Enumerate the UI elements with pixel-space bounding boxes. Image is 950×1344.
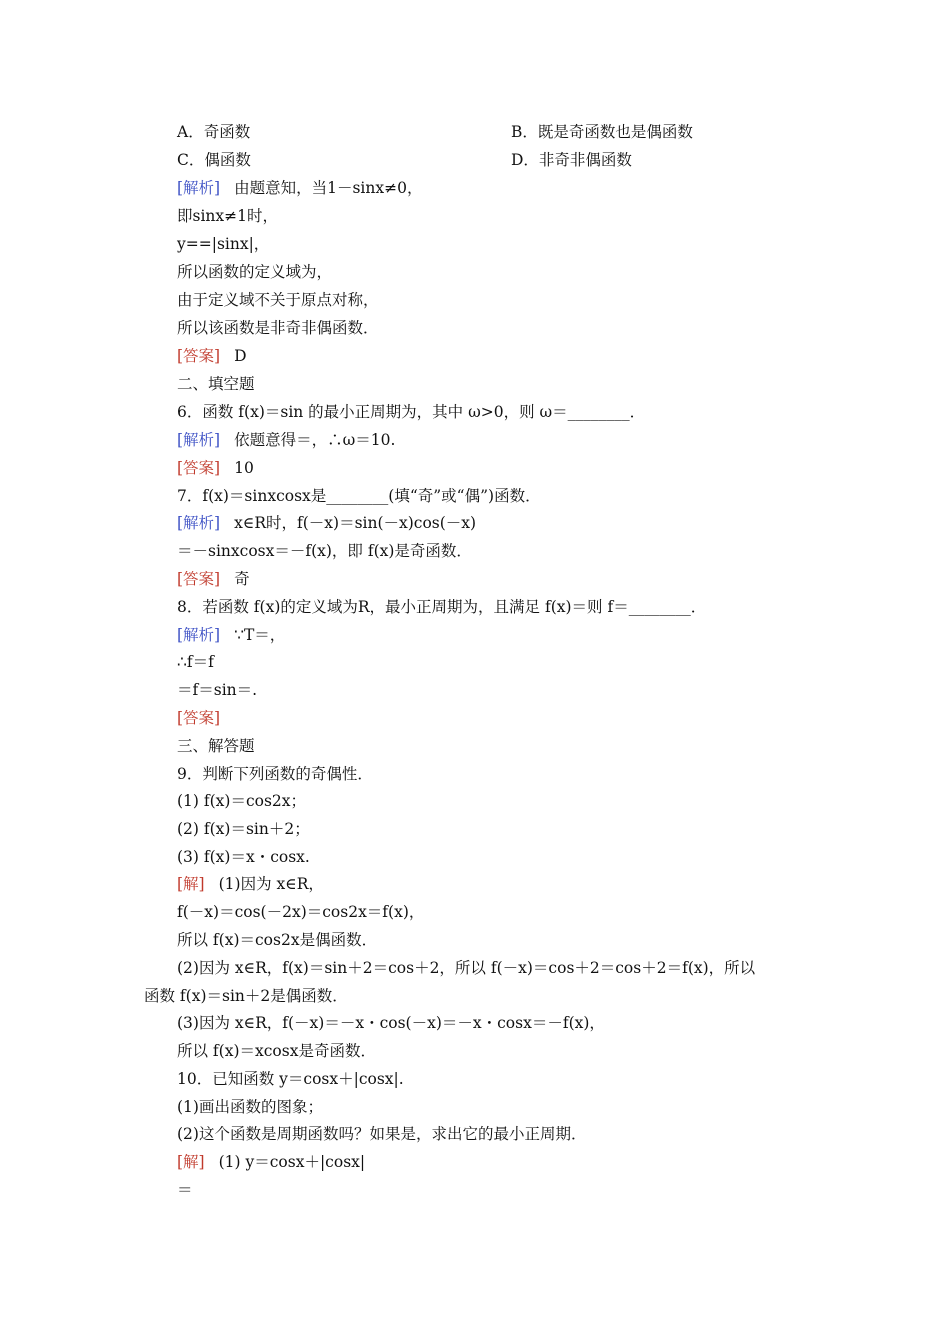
analysis-tag: [解析]: [177, 514, 221, 532]
analysis-tag: [解析]: [177, 626, 221, 644]
q5-analysis: [177, 178, 422, 198]
option-d: D．非奇非偶函数: [511, 151, 632, 169]
q6-stem: 6．函数 f(x)＝sin 的最小正周期为，其中 ω>0，则 ω＝________．: [177, 403, 646, 421]
q5-line-5: 由于定义域不关于原点对称，: [177, 291, 379, 309]
q7-line-2: ＝－sinxcosx＝－f(x)，即 f(x)是奇函数．: [177, 542, 472, 560]
q5-analysis-text: 由题意知，当1－sinx≠0，: [234, 179, 423, 197]
q9-sol-line-6: 所以 f(x)＝xcosx是奇函数．: [177, 1042, 376, 1060]
q8-answer: [177, 708, 220, 728]
q8-line-2: ∴f＝f: [177, 653, 214, 671]
solution-tag: [解]: [177, 875, 205, 893]
q10-part-2: (2)这个函数是周期函数吗？如果是，求出它的最小正周期．: [177, 1125, 587, 1143]
q10-sol-line-2: ＝: [177, 1181, 193, 1199]
solution-tag: [解]: [177, 1153, 205, 1171]
q6-answer: [177, 458, 254, 478]
q5-line-2: 即sinx≠1时，: [177, 207, 278, 225]
answer-tag: [答案]: [177, 347, 221, 365]
q8-stem: 8．若函数 f(x)的定义域为R，最小正周期为，且满足 f(x)＝则 f＝________．: [177, 598, 707, 616]
q7-analysis-text: x∈R时，f(－x)＝sin(－x)cos(－x): [234, 514, 477, 532]
option-b: B．既是奇函数也是偶函数: [511, 123, 693, 141]
q9-sol-line-4b: 函数 f(x)＝sin＋2是偶函数．: [144, 987, 348, 1005]
q6-answer-value: 10: [234, 459, 254, 477]
q9-sol-line-4a: (2)因为 x∈R，f(x)＝sin＋2＝cos＋2，所以 f(－x)＝cos＋2＝cos＋2＝f(x)，所以: [177, 959, 756, 977]
q6-analysis: [177, 430, 395, 450]
q9-part-3: (3) f(x)＝x・cosx.: [177, 848, 310, 866]
q5-answer: [177, 346, 247, 366]
q7-analysis: [177, 513, 476, 533]
q10-part-1: (1)画出函数的图象；: [177, 1098, 323, 1116]
q8-analysis: [177, 625, 285, 645]
q10-solution-text: (1) y＝cosx＋|cosx|: [218, 1153, 366, 1171]
q7-answer-value: 奇: [234, 570, 250, 588]
q7-stem: 7．f(x)＝sinxcosx是________(填“奇”或“偶”)函数．: [177, 487, 541, 505]
q5-line-4: 所以函数的定义域为，: [177, 263, 333, 281]
answer-tag: [答案]: [177, 709, 221, 727]
q9-part-1: (1) f(x)＝cos2x；: [177, 792, 307, 810]
analysis-tag: [解析]: [177, 431, 221, 449]
q5-line-6: 所以该函数是非奇非偶函数．: [177, 319, 379, 337]
q9-stem: 9．判断下列函数的奇偶性．: [177, 765, 373, 783]
q9-sol-line-2: f(－x)＝cos(－2x)＝cos2x＝f(x)，: [177, 903, 425, 921]
answer-tag: [答案]: [177, 459, 221, 477]
section-3-heading: 三、解答题: [177, 737, 255, 755]
option-a: A．奇函数: [177, 123, 251, 141]
q8-line-3: ＝f＝sin＝.: [177, 681, 258, 699]
q9-part-2: (2) f(x)＝sin＋2；: [177, 820, 310, 838]
q10-solution: [177, 1152, 365, 1172]
option-c: C．偶函数: [177, 151, 251, 169]
q9-sol-line-5: (3)因为 x∈R，f(－x)＝－x・cos(－x)＝－x・cosx＝－f(x)，: [177, 1014, 605, 1032]
q6-analysis-text: 依题意得＝，∴ω＝10.: [234, 431, 396, 449]
q5-line-3: y==|sinx|，: [177, 235, 270, 253]
q9-sol-line-3: 所以 f(x)＝cos2x是偶函数．: [177, 931, 378, 949]
q10-stem: 10．已知函数 y＝cosx＋|cosx|.: [177, 1070, 404, 1088]
q9-solution-text: (1)因为 x∈R，: [218, 875, 324, 893]
analysis-tag: [解析]: [177, 179, 221, 197]
q8-analysis-text: ∵T＝，: [234, 626, 286, 644]
answer-tag: [答案]: [177, 570, 221, 588]
q9-solution: [177, 874, 324, 894]
section-2-heading: 二、填空题: [177, 375, 255, 393]
q5-answer-value: D: [234, 347, 247, 365]
q7-answer: [177, 569, 250, 589]
